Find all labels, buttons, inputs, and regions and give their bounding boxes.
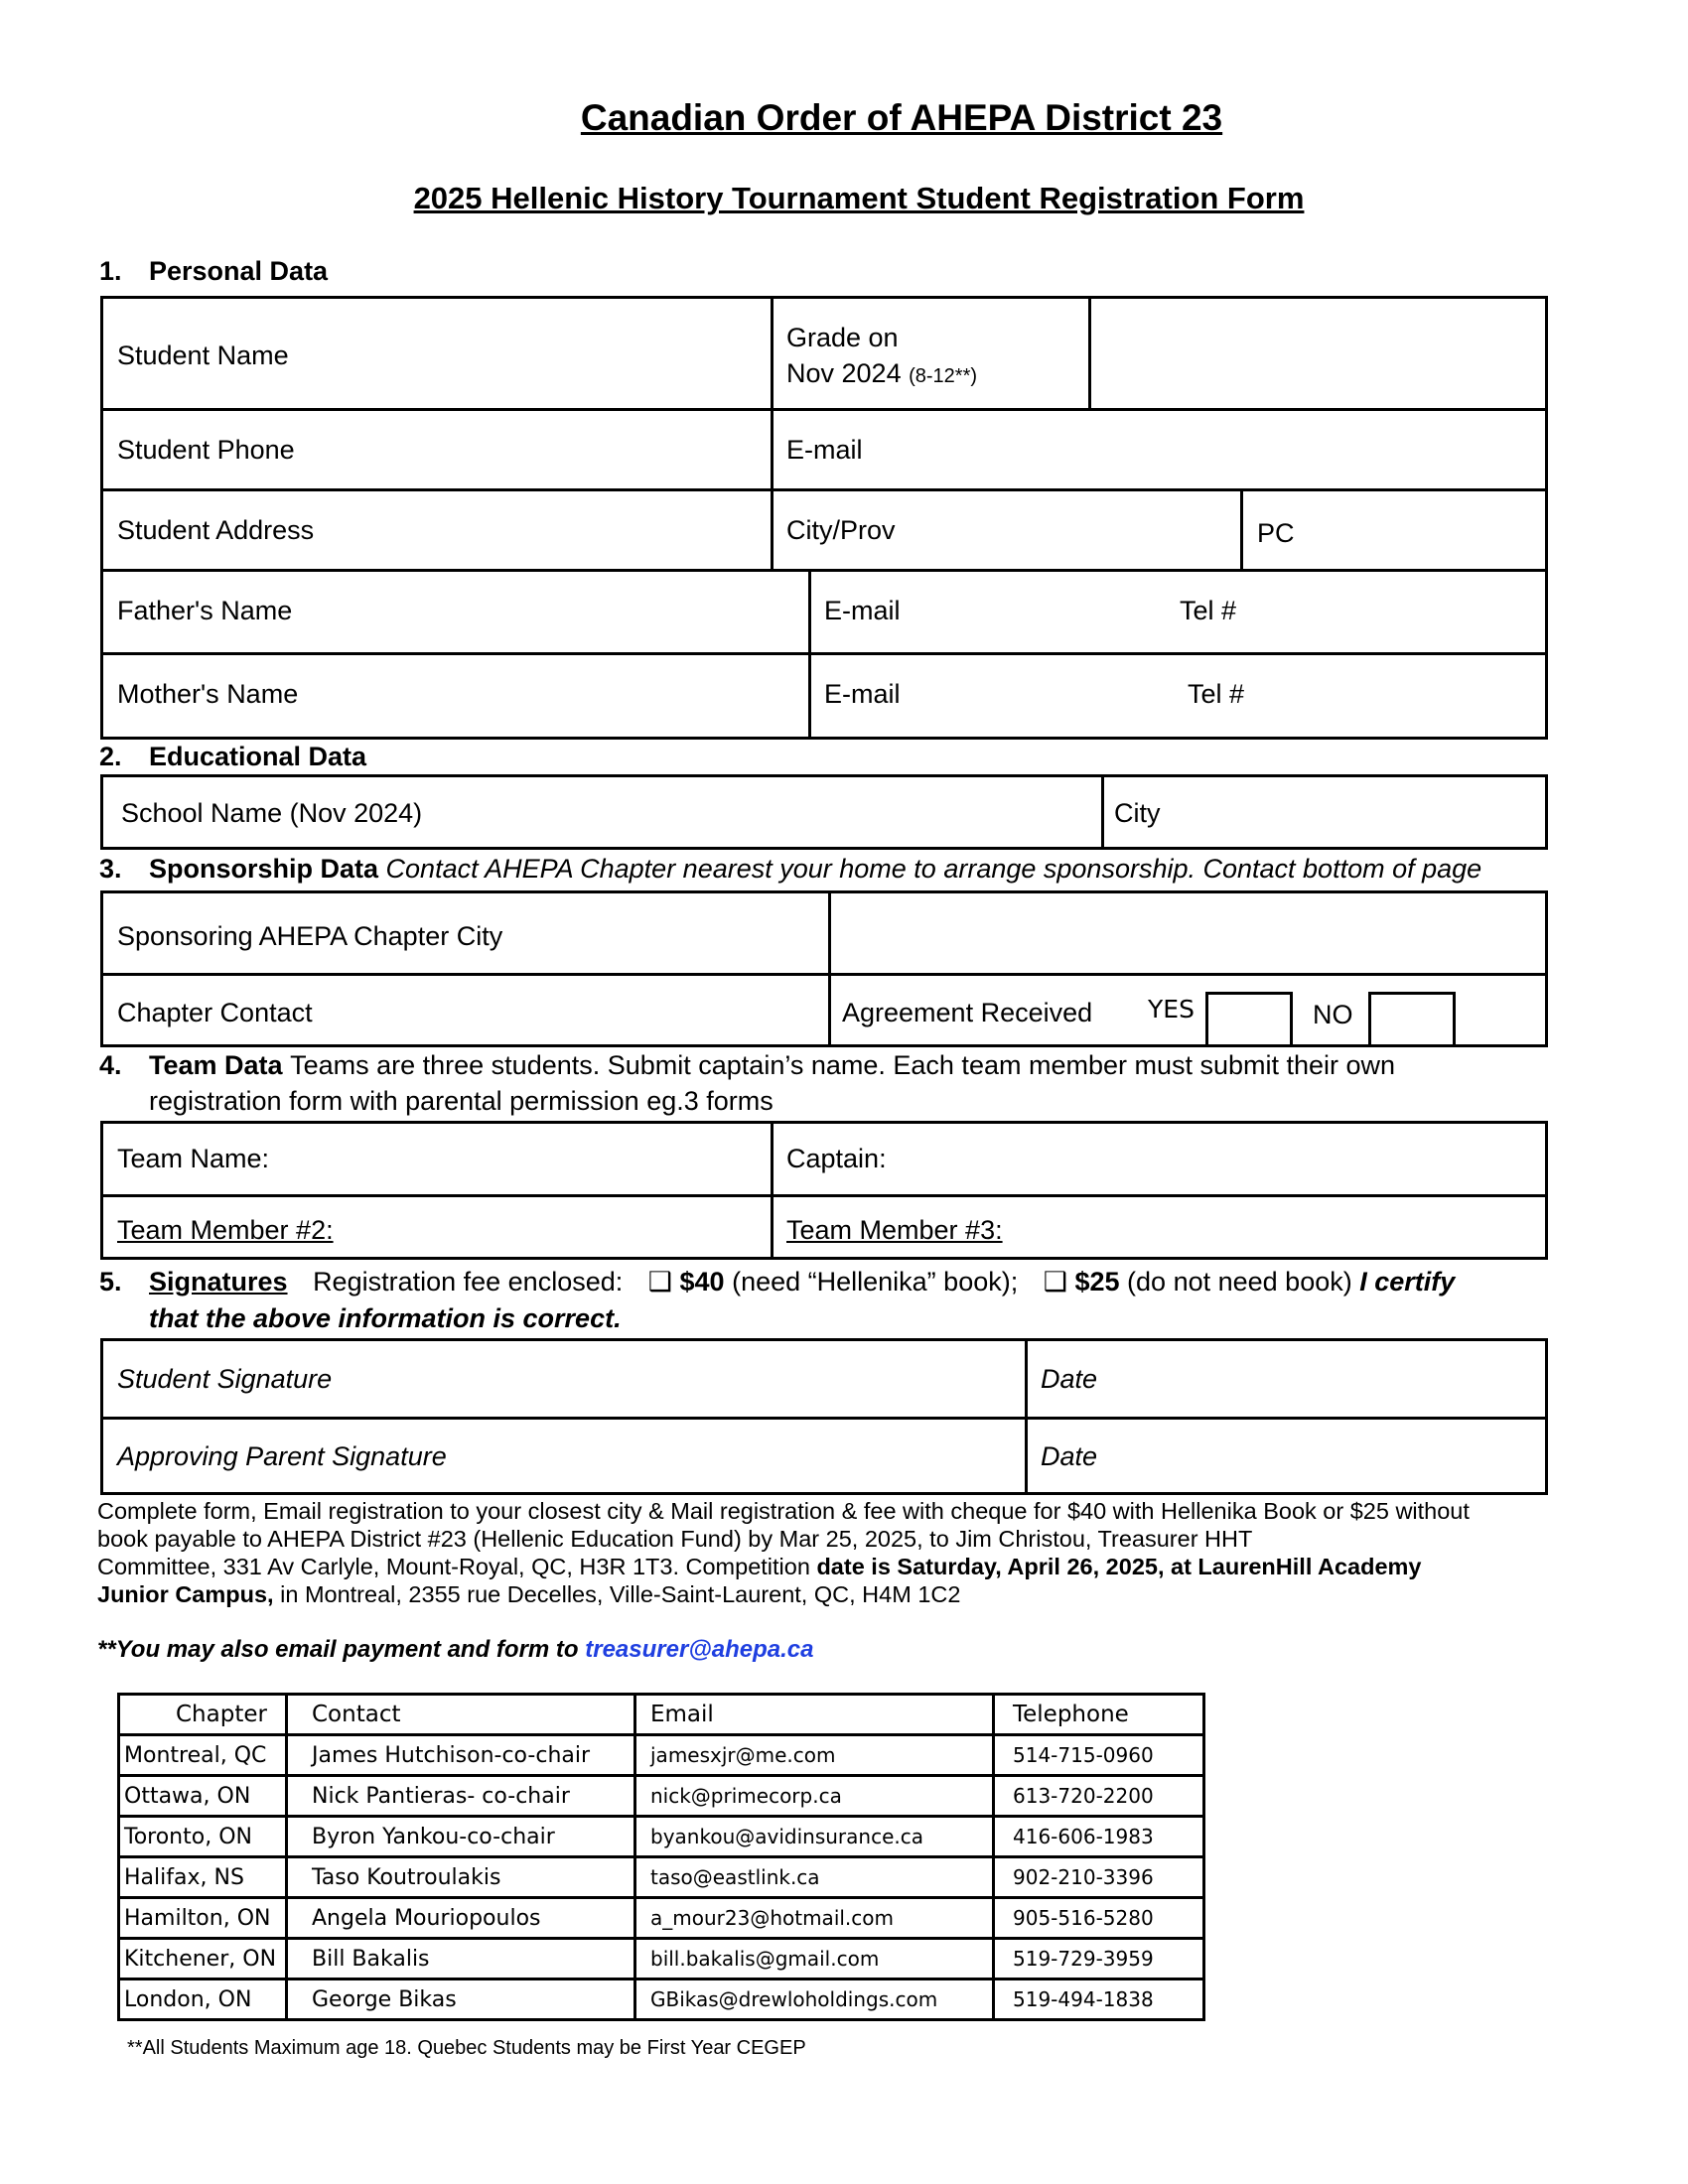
email-cell[interactable]: GBikas@drewloholdings.com <box>635 1979 994 2020</box>
team-note: Teams are three students. Submit captain’s name. Each team member must submit their own <box>290 1050 1396 1080</box>
contacts-header-row <box>119 1695 1204 1735</box>
city-prov-field[interactable]: City/Prov <box>786 515 896 545</box>
header-contact: Contact <box>287 1695 635 1735</box>
team-data-table <box>100 1121 1548 1260</box>
school-city-field[interactable]: City <box>1114 798 1161 828</box>
grade-date: Nov 2024 <box>786 358 902 388</box>
email-cell[interactable]: nick@primecorp.ca <box>635 1776 994 1817</box>
telephone-cell: 613-720-2200 <box>994 1776 1204 1817</box>
chapter-cell: Kitchener, ON <box>119 1939 287 1979</box>
section-1-heading: 1. Personal Data <box>99 256 329 286</box>
email-note: **You may also email payment and form to treasurer@ahepa.ca <box>97 1636 814 1663</box>
header-telephone: Telephone <box>994 1695 1204 1735</box>
parent-signature-field[interactable]: Approving Parent Signature <box>117 1441 447 1471</box>
fee-25-price: $25 <box>1074 1267 1120 1297</box>
mother-tel-field[interactable]: Tel # <box>1188 679 1245 709</box>
chapter-contacts-table <box>117 1693 1205 2021</box>
email-cell[interactable]: bill.bakalis@gmail.com <box>635 1939 994 1979</box>
telephone-cell: 519-729-3959 <box>994 1939 1204 1979</box>
agreement-no-checkbox[interactable] <box>1368 992 1456 1047</box>
chapter-cell: Toronto, ON <box>119 1817 287 1857</box>
contact-cell: Nick Pantieras- co-chair <box>287 1776 635 1817</box>
fee-25-checkbox[interactable]: ❑ <box>1043 1267 1067 1297</box>
father-name-field[interactable]: Father's Name <box>117 596 293 625</box>
contact-cell: Byron Yankou-co-chair <box>287 1817 635 1857</box>
email-cell[interactable]: taso@eastlink.ca <box>635 1857 994 1898</box>
table-row <box>119 1776 1204 1817</box>
school-name-field[interactable]: School Name (Nov 2024) <box>121 798 423 828</box>
educational-data-table <box>100 774 1548 850</box>
student-address-field[interactable]: Student Address <box>117 515 315 545</box>
certify-text-line2: that the above information is correct. <box>149 1303 622 1333</box>
contact-cell: George Bikas <box>287 1979 635 2020</box>
table-row <box>119 1817 1204 1857</box>
chapter-cell: Montreal, QC <box>119 1735 287 1776</box>
student-signature-date[interactable]: Date <box>1041 1364 1098 1394</box>
contact-cell: Bill Bakalis <box>287 1939 635 1979</box>
section-4-heading: 4. Team Data Teams are three students. Submit captain’s name. Each team member must submit their own <box>99 1050 1396 1080</box>
grade-field[interactable] <box>786 356 977 393</box>
yes-label: YES <box>1148 995 1195 1024</box>
team-note-line2: registration form with parental permission eg.3 forms <box>149 1086 774 1116</box>
age-footnote: **All Students Maximum age 18. Quebec Students may be First Year CEGEP <box>127 2037 806 2059</box>
no-label: NO <box>1313 1000 1353 1029</box>
team-member-3-field[interactable]: Team Member #3: <box>786 1215 1003 1245</box>
postal-code-field[interactable]: PC <box>1257 518 1295 548</box>
agreement-yes-checkbox[interactable] <box>1205 992 1293 1047</box>
father-tel-field[interactable]: Tel # <box>1180 596 1237 625</box>
email-cell[interactable]: a_mour23@hotmail.com <box>635 1898 994 1939</box>
student-name-field[interactable]: Student Name <box>117 341 289 370</box>
contact-cell: Taso Koutroulakis <box>287 1857 635 1898</box>
telephone-cell: 514-715-0960 <box>994 1735 1204 1776</box>
header-chapter: Chapter <box>119 1695 287 1735</box>
section-5-heading: 5. Signatures Registration fee enclosed: ❑ $40 (need “Hellenika” book); ❑ $25 (do not need book) I certify <box>99 1267 1456 1297</box>
section-2-heading: 2. Educational Data <box>99 742 367 771</box>
table-row <box>119 1857 1204 1898</box>
parent-signature-date[interactable]: Date <box>1041 1441 1098 1471</box>
chapter-cell: London, ON <box>119 1979 287 2020</box>
fee-40-text: (need “Hellenika” book); <box>732 1267 1019 1297</box>
father-email-field[interactable]: E-mail <box>824 596 901 625</box>
fee-40-price: $40 <box>679 1267 725 1297</box>
telephone-cell: 416-606-1983 <box>994 1817 1204 1857</box>
agreement-label: Agreement Received <box>842 998 1093 1027</box>
chapter-cell: Halifax, NS <box>119 1857 287 1898</box>
telephone-cell: 519-494-1838 <box>994 1979 1204 2020</box>
sponsorship-table <box>100 890 1548 1047</box>
page-title: Canadian Order of AHEPA District 23 <box>580 97 1223 138</box>
instructions-paragraph: Complete form, Email registration to your closest city & Mail registration & fee with cheque for $40 with Hellenika Book or $25 without book payable to AHEPA District #23 (Hellenic Education Fund) by Mar 25, 2025, to Jim Christou, Treasurer HHT Committee, 331 Av Carlyle, Mount-Royal, QC, H3R 1T3. Competition date is Saturday, April 26, 2025, at LaurenHill Academy Junior Campus, in Montreal, 2355 rue Decelles, Ville-Saint-Laurent, QC, H4M 1C2 <box>97 1498 1470 1607</box>
chapter-cell: Hamilton, ON <box>119 1898 287 1939</box>
email-cell[interactable]: jamesxjr@me.com <box>635 1735 994 1776</box>
header-email: Email <box>635 1695 994 1735</box>
personal-data-table <box>100 296 1548 740</box>
signatures-table <box>100 1338 1548 1495</box>
fee-intro: Registration fee enclosed: <box>313 1267 624 1297</box>
contact-cell: Angela Mouriopoulos <box>287 1898 635 1939</box>
team-member-2-field[interactable]: Team Member #2: <box>117 1215 334 1245</box>
sponsorship-note: Contact AHEPA Chapter nearest your home to arrange sponsorship. Contact bottom of page <box>385 854 1482 884</box>
student-phone-field[interactable]: Student Phone <box>117 435 295 465</box>
table-row <box>119 1939 1204 1979</box>
grade-label: Grade on <box>786 323 899 352</box>
student-email-field[interactable]: E-mail <box>786 435 863 465</box>
telephone-cell: 902-210-3396 <box>994 1857 1204 1898</box>
chapter-contact-field[interactable]: Chapter Contact <box>117 998 313 1027</box>
contact-cell: James Hutchison-co-chair <box>287 1735 635 1776</box>
team-name-field[interactable]: Team Name: <box>117 1144 270 1173</box>
captain-field[interactable]: Captain: <box>786 1144 887 1173</box>
fee-40-checkbox[interactable]: ❑ <box>647 1267 672 1297</box>
mother-name-field[interactable]: Mother's Name <box>117 679 299 709</box>
treasurer-email-link[interactable]: treasurer@ahepa.ca <box>585 1636 814 1663</box>
student-signature-field[interactable]: Student Signature <box>117 1364 333 1394</box>
email-cell[interactable]: byankou@avidinsurance.ca <box>635 1817 994 1857</box>
chapter-cell: Ottawa, ON <box>119 1776 287 1817</box>
grade-range: (8-12**) <box>909 365 978 387</box>
section-3-heading: 3. Sponsorship Data Contact AHEPA Chapter nearest your home to arrange sponsorship. Contact bottom of page <box>99 854 1482 884</box>
chapter-city-field[interactable]: Sponsoring AHEPA Chapter City <box>117 921 503 951</box>
table-row <box>119 1735 1204 1776</box>
mother-email-field[interactable]: E-mail <box>824 679 901 709</box>
telephone-cell: 905-516-5280 <box>994 1898 1204 1939</box>
table-row <box>119 1898 1204 1939</box>
table-row <box>119 1979 1204 2020</box>
certify-text: I certify <box>1359 1267 1456 1297</box>
fee-25-text: (do not need book) <box>1127 1267 1352 1297</box>
form-subtitle: 2025 Hellenic History Tournament Student Registration Form <box>413 181 1305 215</box>
